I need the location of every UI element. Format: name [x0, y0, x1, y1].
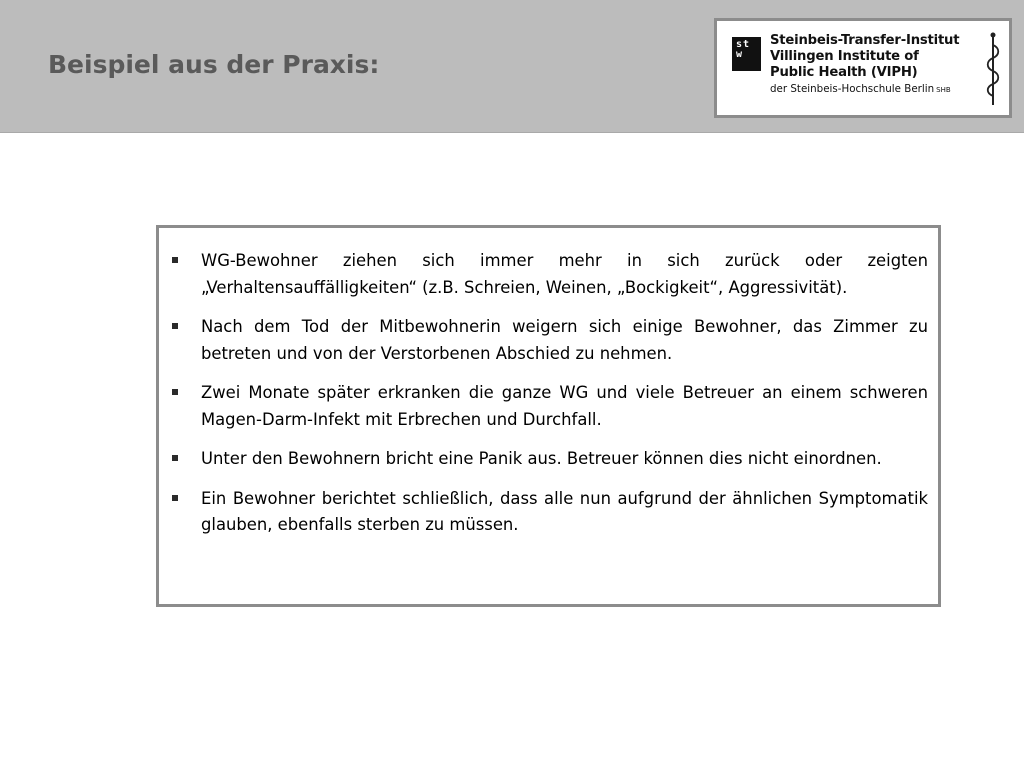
bullet-list — [159, 248, 938, 552]
list-item — [159, 380, 938, 433]
logo-mark-row: st — [736, 39, 751, 50]
list-item-text: Ein Bewohner berichtet schließlich, dass alle nun aufgrund der ähnlichen Symptomatik glauben, ebenfalls sterben zu müssen. — [201, 488, 928, 534]
list-item — [159, 446, 938, 473]
square-bullet-icon — [172, 323, 178, 329]
logo-line: Steinbeis-Transfer-Institut — [770, 33, 960, 48]
logo-line: Villingen Institute of — [770, 49, 919, 64]
square-bullet-icon — [172, 389, 178, 395]
list-item — [159, 248, 938, 301]
list-item-text: Nach dem Tod der Mitbewohnerin weigern sich einige Bewohner, das Zimmer zu betreten und von der Verstorbenen Abschied zu nehmen. — [201, 317, 928, 363]
staff-of-asclepius-icon — [983, 31, 1003, 107]
list-item-text: WG-Bewohner ziehen sich immer mehr in sich zurück oder zeigten „Verhaltensauffälligkeiten“ (z.B. Schreien, Weinen, „Bockigkeit“, Aggressivität). — [201, 251, 928, 297]
list-item-text: Zwei Monate später erkranken die ganze WG und viele Betreuer an einem schweren Magen-Darm-Infekt mit Erbrechen und Durchfall. — [201, 383, 928, 429]
square-bullet-icon — [172, 455, 178, 461]
logo-subline-text: der Steinbeis-Hochschule Berlin — [770, 83, 935, 95]
logo-subline — [770, 82, 982, 97]
logo-text — [770, 33, 982, 97]
logo-subline-suffix: SHB — [936, 86, 951, 94]
logo-line: Public Health (VIPH) — [770, 65, 918, 80]
header-band — [0, 0, 1024, 133]
square-bullet-icon — [172, 495, 178, 501]
stw-logo-mark — [732, 37, 761, 71]
square-bullet-icon — [172, 257, 178, 263]
page-title: Beispiel aus der Praxis: — [48, 50, 380, 79]
list-item-text: Unter den Bewohnern bricht eine Panik aus. Betreuer können dies nicht einordnen. — [201, 449, 882, 468]
list-item — [159, 486, 938, 539]
logo-mark-row: w — [736, 49, 744, 60]
institute-logo — [714, 18, 1012, 118]
list-item — [159, 314, 938, 367]
content-box — [156, 225, 941, 607]
